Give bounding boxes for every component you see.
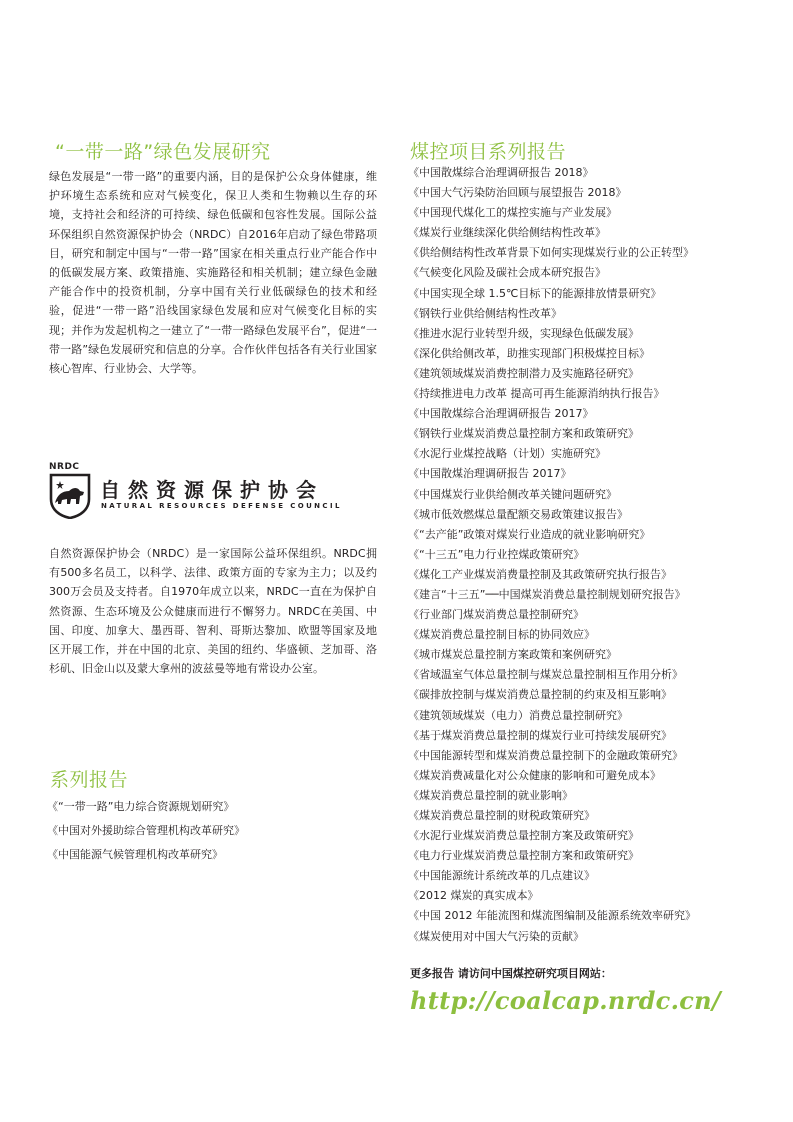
bear-shield-icon [49, 473, 91, 519]
list-item: 《建筑领域煤炭（电力）消费总量控制研究》 [408, 708, 628, 722]
list-item: 《省域温室气体总量控制与煤炭总量控制相互作用分析》 [408, 668, 683, 682]
list-item: 《水泥行业煤控战略（计划）实施研究》 [408, 447, 606, 461]
nrdc-paragraph: 自然资源保护协会（NRDC）是一家国际公益环保组织。NRDC拥有500多名员工，以科学、法律、政策方面的专家为主力；以及约300万会员及支持者。自1970年成立以来，NRDC一直在为保护自然资源、生态环境及公众健康而进行不懈努力。NRDC在美国、中国、印度、加拿大、墨西哥、智利、哥斯达黎加、欧盟等国家及地区开展工作，并在中国的北京、美国的纽约、华盛顿、芝加哥、洛杉矶、旧金山以及蒙大拿州的波兹曼等地有常设办公室。 [49, 547, 377, 676]
list-item: 《供给侧结构性改革背景下如何实现煤炭行业的公正转型》 [408, 246, 694, 260]
list-item: 《基于煤炭消费总量控制的煤炭行业可持续发展研究》 [408, 728, 672, 742]
list-item: 《煤炭消费总量控制的财税政策研究》 [408, 809, 595, 822]
list-item: 《城市煤炭总量控制方案政策和案例研究》 [408, 648, 617, 662]
nrdc-logo [49, 462, 349, 524]
series-heading: 系列报告 [50, 769, 129, 791]
list-item: 《中国散煤治理调研报告 2017》 [408, 467, 572, 481]
list-item: 《气候变化风险及碳社会成本研究报告》 [408, 266, 606, 280]
list-item: 《钢铁行业供给侧结构性改革》 [408, 306, 562, 320]
list-item: 《煤炭使用对中国大气污染的贡献》 [408, 929, 584, 943]
series-report-list [47, 795, 245, 867]
list-item: 《行业部门煤炭消费总量控制研究》 [408, 608, 584, 622]
belt-road-paragraph: 绿色发展是“一带一路”的重要内涵，目的是保护公众身体健康，维护环境生态系统和应对气候变化，保卫人类和生物赖以生存的环境，支持社会和经济的可持续、绿色低碳和包容性发展。国际公益环保组织自然资源保护协会（NRDC）自2016年启动了绿色带路项目，研究和制定中国与“一带一路”国家在相关重点行业产能合作中的低碳发展方案、政策措施、实施路径和相关机制；建立绿色金融产能合作中的投资机制，分享中国有关行业低碳绿色的技术和经验，促进“一带一路”沿线国家绿色发展和应对气候变化目标的实现；并作为发起机构之一建立了“一带一路绿色发展平台”，促进“一带一路”绿色发展研究和信息的分享。合作伙伴包括各有关行业国家核心智库、行业协会、大学等。 [49, 170, 377, 376]
coal-control-heading: 煤控项目系列报告 [410, 141, 567, 163]
list-item: 《中国散煤综合治理调研报告 2017》 [408, 407, 594, 421]
list-item: 《深化供给侧改革，助推实现部门积极煤控目标》 [408, 346, 650, 360]
list-item: 《煤炭消费总量控制目标的协同效应》 [408, 628, 595, 642]
list-item: 《煤化工产业煤炭消费量控制及其政策研究执行报告》 [408, 567, 672, 581]
list-item: 《“一带一路”电力综合资源规划研究》 [47, 800, 235, 813]
list-item: 《建言“十三五”──中国煤炭消费总量控制规划研究报告》 [408, 587, 686, 601]
list-item: 《中国现代煤化工的煤控实施与产业发展》 [408, 206, 617, 220]
list-item: 《2012 煤炭的真实成本》 [408, 889, 539, 903]
list-item: 《碳排放控制与煤炭消费总量控制的约束及相互影响》 [408, 688, 672, 702]
list-item: 《“去产能”政策对煤炭行业造成的就业影响研究》 [408, 527, 651, 541]
list-item: 《中国能源气候管理机构改革研究》 [47, 848, 223, 861]
list-item: 《“十三五”电力行业控煤政策研究》 [408, 547, 585, 561]
list-item: 《推进水泥行业转型升级，实现绿色低碳发展》 [408, 326, 639, 340]
list-item: 《建筑领域煤炭消费控制潜力及实施路径研究》 [408, 366, 639, 380]
list-item: 《中国大气污染防治回顾与展望报告 2018》 [408, 186, 627, 200]
logo-wordmark: NRDC [49, 462, 80, 472]
list-item: 《钢铁行业煤炭消费总量控制方案和政策研究》 [408, 427, 639, 441]
nrdc-name-chinese: 自然资源保护协会 [100, 478, 324, 502]
list-item: 《煤炭消费减量化对公众健康的影响和可避免成本》 [408, 768, 661, 782]
list-item: 《持续推进电力改革 提高可再生能源消纳执行报告》 [408, 387, 665, 401]
list-item: 《中国煤炭行业供给侧改革关键问题研究》 [408, 487, 617, 501]
list-item: 《城市低效燃煤总量配额交易政策建议报告》 [408, 507, 628, 521]
list-item: 《中国能源统计系统改革的几点建议》 [408, 869, 595, 883]
list-item: 《电力行业煤炭消费总量控制方案和政策研究》 [408, 849, 639, 863]
list-item: 《中国 2012 年能流图和煤流图编制及能源系统效率研究》 [408, 909, 696, 923]
belt-road-heading: “一带一路”绿色发展研究 [55, 141, 271, 163]
website-link[interactable]: http://coalcap.nrdc.cn/ [410, 986, 721, 1015]
list-item: 《煤炭消费总量控制的就业影响》 [408, 788, 573, 802]
more-reports-label: 更多报告 请访问中国煤控研究项目网站： [410, 967, 612, 980]
list-item: 《水泥行业煤炭消费总量控制方案及政策研究》 [408, 829, 639, 843]
list-item: 《中国对外援助综合管理机构改革研究》 [47, 824, 245, 837]
list-item: 《中国实现全球 1.5℃目标下的能源排放情景研究》 [408, 286, 662, 300]
nrdc-name-english: NATURAL RESOURCES DEFENSE COUNCIL [101, 502, 342, 510]
list-item: 《中国能源转型和煤炭消费总量控制下的金融政策研究》 [408, 748, 683, 762]
coal-report-list [408, 163, 696, 947]
list-item: 《煤炭行业继续深化供给侧结构性改革》 [408, 226, 606, 240]
list-item: 《中国散煤综合治理调研报告 2018》 [408, 166, 594, 179]
